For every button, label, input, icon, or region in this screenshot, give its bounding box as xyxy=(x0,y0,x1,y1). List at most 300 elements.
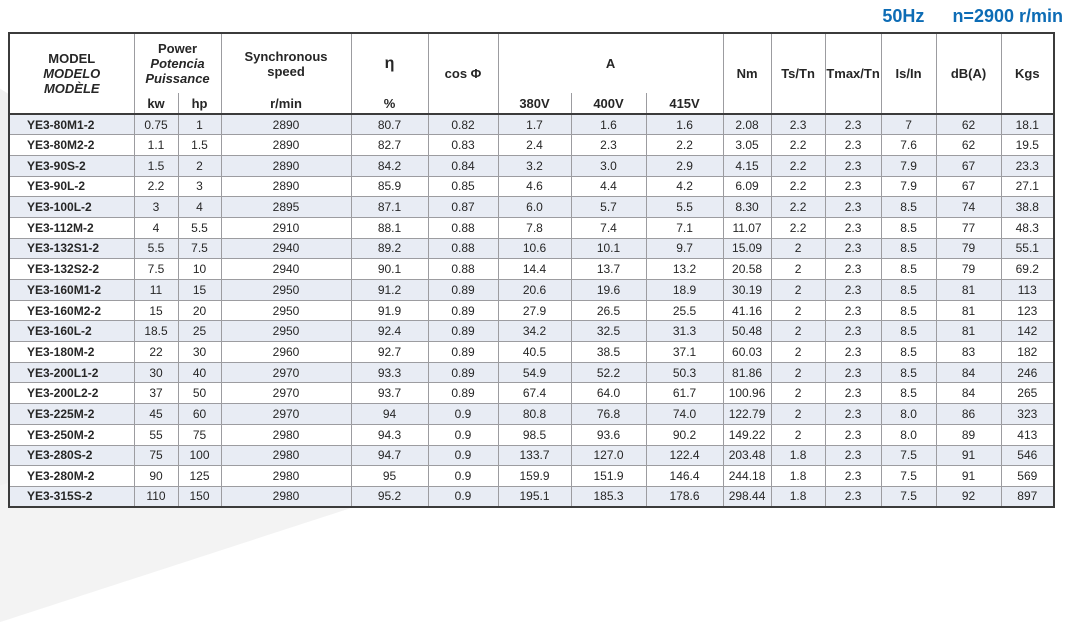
cell-tmax-tn: 2.3 xyxy=(825,176,881,197)
cell-weight-kgs: 123 xyxy=(1001,300,1054,321)
cell-is-in: 8.5 xyxy=(881,383,936,404)
cell-current-380v: 14.4 xyxy=(498,259,571,280)
cell-model: YE3-280S-2 xyxy=(9,445,134,466)
cell-model: YE3-90S-2 xyxy=(9,155,134,176)
cell-model: YE3-160M1-2 xyxy=(9,280,134,301)
cell-torque-nm: 30.19 xyxy=(723,280,771,301)
cell-current-415v: 122.4 xyxy=(646,445,723,466)
power-label-es: Potencia xyxy=(150,56,205,71)
cell-weight-kgs: 113 xyxy=(1001,280,1054,301)
cell-noise-dba: 67 xyxy=(936,176,1001,197)
cell-torque-nm: 11.07 xyxy=(723,217,771,238)
cell-weight-kgs: 897 xyxy=(1001,486,1054,507)
cell-model: YE3-100L-2 xyxy=(9,197,134,218)
cell-is-in: 8.5 xyxy=(881,197,936,218)
cell-model: YE3-225M-2 xyxy=(9,404,134,425)
cell-sync-speed: 2950 xyxy=(221,321,351,342)
cell-torque-nm: 81.86 xyxy=(723,362,771,383)
cell-model: YE3-112M-2 xyxy=(9,217,134,238)
cell-power-kw: 7.5 xyxy=(134,259,178,280)
cell-current-400v: 32.5 xyxy=(571,321,646,342)
cell-power-kw: 5.5 xyxy=(134,238,178,259)
cell-ts-tn: 2.2 xyxy=(771,155,825,176)
subheader-kw: kw xyxy=(134,93,178,114)
cell-noise-dba: 62 xyxy=(936,135,1001,156)
cell-efficiency: 92.7 xyxy=(351,342,428,363)
cell-ts-tn: 2.2 xyxy=(771,197,825,218)
table-row xyxy=(9,259,1054,280)
cell-cos-phi: 0.89 xyxy=(428,362,498,383)
sync-speed-line1: Synchronous xyxy=(244,48,328,64)
cell-current-400v: 4.4 xyxy=(571,176,646,197)
table-row xyxy=(9,445,1054,466)
cell-torque-nm: 20.58 xyxy=(723,259,771,280)
col-header-weight-kgs: Kgs xyxy=(1001,33,1054,114)
cell-sync-speed: 2910 xyxy=(221,217,351,238)
cell-torque-nm: 3.05 xyxy=(723,135,771,156)
cell-is-in: 7 xyxy=(881,114,936,135)
cell-cos-phi: 0.88 xyxy=(428,259,498,280)
power-label-fr: Puissance xyxy=(145,71,210,86)
cell-ts-tn: 2 xyxy=(771,404,825,425)
col-header-sync-speed xyxy=(221,33,351,93)
cell-current-380v: 3.2 xyxy=(498,155,571,176)
cell-weight-kgs: 246 xyxy=(1001,362,1054,383)
col-header-noise-dba: dB(A) xyxy=(936,33,1001,114)
model-label-fr: MODÈLE xyxy=(43,81,100,96)
cell-ts-tn: 2 xyxy=(771,280,825,301)
cell-power-hp: 4 xyxy=(178,197,221,218)
cell-tmax-tn: 2.3 xyxy=(825,321,881,342)
cell-noise-dba: 77 xyxy=(936,217,1001,238)
cell-ts-tn: 2 xyxy=(771,300,825,321)
col-header-cos-phi: cos Φ xyxy=(428,33,498,114)
table-row xyxy=(9,197,1054,218)
cell-tmax-tn: 2.3 xyxy=(825,424,881,445)
cell-sync-speed: 2980 xyxy=(221,486,351,507)
cell-tmax-tn: 2.3 xyxy=(825,280,881,301)
col-header-ts-tn: Ts/Tn xyxy=(771,33,825,114)
cell-sync-speed: 2980 xyxy=(221,424,351,445)
sync-speed-line2: speed xyxy=(267,63,305,79)
cell-current-380v: 4.6 xyxy=(498,176,571,197)
col-header-model xyxy=(9,33,134,114)
cell-power-kw: 75 xyxy=(134,445,178,466)
cell-current-415v: 90.2 xyxy=(646,424,723,445)
cell-model: YE3-315S-2 xyxy=(9,486,134,507)
cell-current-400v: 52.2 xyxy=(571,362,646,383)
cell-model: YE3-280M-2 xyxy=(9,466,134,487)
cell-sync-speed: 2980 xyxy=(221,445,351,466)
cell-power-kw: 55 xyxy=(134,424,178,445)
cell-power-kw: 1.5 xyxy=(134,155,178,176)
cell-torque-nm: 4.15 xyxy=(723,155,771,176)
subheader-hp: hp xyxy=(178,93,221,114)
subheader-r-min: r/min xyxy=(221,93,351,114)
cell-current-380v: 40.5 xyxy=(498,342,571,363)
cell-power-kw: 110 xyxy=(134,486,178,507)
cell-current-380v: 10.6 xyxy=(498,238,571,259)
cell-current-380v: 1.7 xyxy=(498,114,571,135)
cell-ts-tn: 1.8 xyxy=(771,445,825,466)
cell-cos-phi: 0.83 xyxy=(428,135,498,156)
cell-efficiency: 82.7 xyxy=(351,135,428,156)
table-row xyxy=(9,342,1054,363)
cell-sync-speed: 2970 xyxy=(221,383,351,404)
cell-current-415v: 61.7 xyxy=(646,383,723,404)
cell-is-in: 8.5 xyxy=(881,362,936,383)
cell-current-400v: 19.6 xyxy=(571,280,646,301)
table-row xyxy=(9,217,1054,238)
cell-current-380v: 27.9 xyxy=(498,300,571,321)
cell-noise-dba: 81 xyxy=(936,321,1001,342)
cell-cos-phi: 0.9 xyxy=(428,424,498,445)
cell-current-415v: 2.9 xyxy=(646,155,723,176)
cell-efficiency: 84.2 xyxy=(351,155,428,176)
cell-weight-kgs: 546 xyxy=(1001,445,1054,466)
cell-power-hp: 20 xyxy=(178,300,221,321)
table-row xyxy=(9,424,1054,445)
subheader-400v: 400V xyxy=(571,93,646,114)
cell-tmax-tn: 2.3 xyxy=(825,383,881,404)
table-row xyxy=(9,486,1054,507)
cell-is-in: 8.5 xyxy=(881,238,936,259)
cell-power-hp: 75 xyxy=(178,424,221,445)
cell-is-in: 7.5 xyxy=(881,486,936,507)
cell-noise-dba: 89 xyxy=(936,424,1001,445)
cell-ts-tn: 2 xyxy=(771,362,825,383)
cell-efficiency: 93.3 xyxy=(351,362,428,383)
cell-efficiency: 94 xyxy=(351,404,428,425)
cell-ts-tn: 2.2 xyxy=(771,176,825,197)
cell-power-hp: 2 xyxy=(178,155,221,176)
cell-torque-nm: 8.30 xyxy=(723,197,771,218)
cell-power-hp: 3 xyxy=(178,176,221,197)
cell-current-415v: 74.0 xyxy=(646,404,723,425)
table-row xyxy=(9,466,1054,487)
cell-power-kw: 1.1 xyxy=(134,135,178,156)
cell-weight-kgs: 323 xyxy=(1001,404,1054,425)
col-header-efficiency xyxy=(351,33,428,93)
cell-cos-phi: 0.89 xyxy=(428,321,498,342)
cell-cos-phi: 0.9 xyxy=(428,466,498,487)
cell-sync-speed: 2890 xyxy=(221,155,351,176)
table-row xyxy=(9,362,1054,383)
cell-tmax-tn: 2.3 xyxy=(825,445,881,466)
cell-power-hp: 10 xyxy=(178,259,221,280)
cell-torque-nm: 244.18 xyxy=(723,466,771,487)
cell-current-400v: 2.3 xyxy=(571,135,646,156)
cell-power-hp: 60 xyxy=(178,404,221,425)
cell-torque-nm: 50.48 xyxy=(723,321,771,342)
cell-ts-tn: 2 xyxy=(771,383,825,404)
table-row xyxy=(9,176,1054,197)
cell-efficiency: 94.3 xyxy=(351,424,428,445)
cell-current-400v: 93.6 xyxy=(571,424,646,445)
cell-current-400v: 26.5 xyxy=(571,300,646,321)
cell-current-415v: 18.9 xyxy=(646,280,723,301)
cell-efficiency: 91.2 xyxy=(351,280,428,301)
cell-ts-tn: 2 xyxy=(771,424,825,445)
cell-current-380v: 20.6 xyxy=(498,280,571,301)
cell-weight-kgs: 38.8 xyxy=(1001,197,1054,218)
cell-cos-phi: 0.9 xyxy=(428,404,498,425)
cell-tmax-tn: 2.3 xyxy=(825,238,881,259)
cell-tmax-tn: 2.3 xyxy=(825,404,881,425)
cell-torque-nm: 6.09 xyxy=(723,176,771,197)
cell-noise-dba: 67 xyxy=(936,155,1001,176)
cell-current-400v: 13.7 xyxy=(571,259,646,280)
table-row xyxy=(9,300,1054,321)
cell-current-400v: 38.5 xyxy=(571,342,646,363)
cell-current-380v: 2.4 xyxy=(498,135,571,156)
cell-ts-tn: 2 xyxy=(771,238,825,259)
cell-sync-speed: 2890 xyxy=(221,135,351,156)
cell-noise-dba: 81 xyxy=(936,280,1001,301)
subheader-percent: % xyxy=(351,93,428,114)
table-row xyxy=(9,135,1054,156)
cell-current-400v: 5.7 xyxy=(571,197,646,218)
cell-sync-speed: 2890 xyxy=(221,114,351,135)
col-header-power xyxy=(134,33,221,93)
cell-torque-nm: 149.22 xyxy=(723,424,771,445)
subheader-380v: 380V xyxy=(498,93,571,114)
cell-cos-phi: 0.9 xyxy=(428,486,498,507)
cell-current-415v: 7.1 xyxy=(646,217,723,238)
cell-power-hp: 50 xyxy=(178,383,221,404)
cell-torque-nm: 41.16 xyxy=(723,300,771,321)
cell-power-hp: 7.5 xyxy=(178,238,221,259)
cell-is-in: 8.5 xyxy=(881,300,936,321)
cell-efficiency: 87.1 xyxy=(351,197,428,218)
cell-noise-dba: 81 xyxy=(936,300,1001,321)
cell-sync-speed: 2970 xyxy=(221,404,351,425)
cell-noise-dba: 86 xyxy=(936,404,1001,425)
col-header-tmax-tn: Tmax/Tn xyxy=(825,33,881,114)
cell-current-415v: 50.3 xyxy=(646,362,723,383)
cell-ts-tn: 2.3 xyxy=(771,114,825,135)
cell-noise-dba: 92 xyxy=(936,486,1001,507)
cell-weight-kgs: 182 xyxy=(1001,342,1054,363)
cell-current-380v: 6.0 xyxy=(498,197,571,218)
cell-efficiency: 93.7 xyxy=(351,383,428,404)
cell-model: YE3-80M1-2 xyxy=(9,114,134,135)
cell-tmax-tn: 2.3 xyxy=(825,135,881,156)
cell-noise-dba: 84 xyxy=(936,383,1001,404)
cell-weight-kgs: 27.1 xyxy=(1001,176,1054,197)
cell-cos-phi: 0.89 xyxy=(428,280,498,301)
cell-current-400v: 76.8 xyxy=(571,404,646,425)
cell-power-kw: 0.75 xyxy=(134,114,178,135)
cell-power-hp: 25 xyxy=(178,321,221,342)
cell-current-380v: 54.9 xyxy=(498,362,571,383)
cell-current-415v: 4.2 xyxy=(646,176,723,197)
cell-torque-nm: 298.44 xyxy=(723,486,771,507)
motor-spec-table xyxy=(8,32,1055,508)
cell-current-415v: 13.2 xyxy=(646,259,723,280)
cell-current-400v: 7.4 xyxy=(571,217,646,238)
cell-ts-tn: 1.8 xyxy=(771,486,825,507)
cell-model: YE3-132S1-2 xyxy=(9,238,134,259)
cell-torque-nm: 15.09 xyxy=(723,238,771,259)
cell-power-kw: 18.5 xyxy=(134,321,178,342)
cell-weight-kgs: 265 xyxy=(1001,383,1054,404)
cell-efficiency: 95 xyxy=(351,466,428,487)
cell-tmax-tn: 2.3 xyxy=(825,114,881,135)
model-label-es: MODELO xyxy=(43,66,101,81)
cell-is-in: 8.0 xyxy=(881,404,936,425)
cell-torque-nm: 60.03 xyxy=(723,342,771,363)
table-row xyxy=(9,383,1054,404)
cell-power-hp: 15 xyxy=(178,280,221,301)
cell-is-in: 7.5 xyxy=(881,466,936,487)
cell-tmax-tn: 2.3 xyxy=(825,197,881,218)
cell-power-kw: 3 xyxy=(134,197,178,218)
cell-tmax-tn: 2.3 xyxy=(825,217,881,238)
cell-current-400v: 10.1 xyxy=(571,238,646,259)
table-row xyxy=(9,238,1054,259)
cell-efficiency: 88.1 xyxy=(351,217,428,238)
cell-is-in: 7.9 xyxy=(881,176,936,197)
cell-current-400v: 151.9 xyxy=(571,466,646,487)
cell-power-hp: 125 xyxy=(178,466,221,487)
cell-ts-tn: 1.8 xyxy=(771,466,825,487)
cell-is-in: 7.9 xyxy=(881,155,936,176)
cell-current-380v: 159.9 xyxy=(498,466,571,487)
col-header-current: A xyxy=(498,33,723,93)
cell-ts-tn: 2 xyxy=(771,342,825,363)
spec-condition-label xyxy=(882,6,1063,27)
cell-current-380v: 195.1 xyxy=(498,486,571,507)
cell-tmax-tn: 2.3 xyxy=(825,300,881,321)
cell-current-415v: 5.5 xyxy=(646,197,723,218)
cell-noise-dba: 79 xyxy=(936,259,1001,280)
table-row xyxy=(9,114,1054,135)
table-header xyxy=(9,33,1054,114)
cell-cos-phi: 0.82 xyxy=(428,114,498,135)
cell-cos-phi: 0.87 xyxy=(428,197,498,218)
cell-ts-tn: 2.2 xyxy=(771,217,825,238)
cell-tmax-tn: 2.3 xyxy=(825,362,881,383)
cell-weight-kgs: 569 xyxy=(1001,466,1054,487)
cell-noise-dba: 83 xyxy=(936,342,1001,363)
cell-power-kw: 45 xyxy=(134,404,178,425)
cell-weight-kgs: 18.1 xyxy=(1001,114,1054,135)
cell-cos-phi: 0.88 xyxy=(428,238,498,259)
cell-is-in: 8.5 xyxy=(881,321,936,342)
cell-model: YE3-250M-2 xyxy=(9,424,134,445)
cell-is-in: 7.5 xyxy=(881,445,936,466)
cell-current-400v: 1.6 xyxy=(571,114,646,135)
cell-model: YE3-160M2-2 xyxy=(9,300,134,321)
cell-current-380v: 133.7 xyxy=(498,445,571,466)
cell-power-kw: 90 xyxy=(134,466,178,487)
cell-efficiency: 80.7 xyxy=(351,114,428,135)
cell-is-in: 8.5 xyxy=(881,280,936,301)
cell-current-415v: 31.3 xyxy=(646,321,723,342)
cell-power-hp: 100 xyxy=(178,445,221,466)
table-row xyxy=(9,280,1054,301)
cell-power-kw: 11 xyxy=(134,280,178,301)
cell-current-380v: 34.2 xyxy=(498,321,571,342)
col-header-is-in: Is/In xyxy=(881,33,936,114)
cell-efficiency: 95.2 xyxy=(351,486,428,507)
cell-cos-phi: 0.89 xyxy=(428,342,498,363)
efficiency-symbol: η xyxy=(384,54,395,72)
cell-power-kw: 37 xyxy=(134,383,178,404)
cell-power-kw: 30 xyxy=(134,362,178,383)
cell-efficiency: 89.2 xyxy=(351,238,428,259)
cell-weight-kgs: 48.3 xyxy=(1001,217,1054,238)
cell-noise-dba: 91 xyxy=(936,445,1001,466)
cell-noise-dba: 79 xyxy=(936,238,1001,259)
cell-model: YE3-180M-2 xyxy=(9,342,134,363)
cell-model: YE3-200L2-2 xyxy=(9,383,134,404)
cell-power-hp: 1 xyxy=(178,114,221,135)
cell-model: YE3-80M2-2 xyxy=(9,135,134,156)
cell-current-380v: 80.8 xyxy=(498,404,571,425)
cell-model: YE3-160L-2 xyxy=(9,321,134,342)
cell-tmax-tn: 2.3 xyxy=(825,466,881,487)
cell-model: YE3-90L-2 xyxy=(9,176,134,197)
cell-power-hp: 1.5 xyxy=(178,135,221,156)
frequency-label: 50Hz xyxy=(882,6,925,26)
cell-sync-speed: 2980 xyxy=(221,466,351,487)
cell-sync-speed: 2890 xyxy=(221,176,351,197)
cell-efficiency: 85.9 xyxy=(351,176,428,197)
cell-tmax-tn: 2.3 xyxy=(825,342,881,363)
cell-current-415v: 178.6 xyxy=(646,486,723,507)
cell-is-in: 8.5 xyxy=(881,259,936,280)
cell-sync-speed: 2940 xyxy=(221,238,351,259)
cell-is-in: 8.5 xyxy=(881,342,936,363)
cell-torque-nm: 122.79 xyxy=(723,404,771,425)
cell-current-415v: 1.6 xyxy=(646,114,723,135)
cell-tmax-tn: 2.3 xyxy=(825,486,881,507)
cell-torque-nm: 2.08 xyxy=(723,114,771,135)
cell-weight-kgs: 55.1 xyxy=(1001,238,1054,259)
cell-model: YE3-132S2-2 xyxy=(9,259,134,280)
subheader-415v: 415V xyxy=(646,93,723,114)
cell-efficiency: 91.9 xyxy=(351,300,428,321)
cell-is-in: 8.5 xyxy=(881,217,936,238)
cell-power-hp: 40 xyxy=(178,362,221,383)
cell-cos-phi: 0.89 xyxy=(428,300,498,321)
cell-current-415v: 9.7 xyxy=(646,238,723,259)
cell-ts-tn: 2.2 xyxy=(771,135,825,156)
cell-noise-dba: 74 xyxy=(936,197,1001,218)
cell-efficiency: 90.1 xyxy=(351,259,428,280)
cell-tmax-tn: 2.3 xyxy=(825,259,881,280)
cell-noise-dba: 91 xyxy=(936,466,1001,487)
cell-weight-kgs: 142 xyxy=(1001,321,1054,342)
cell-noise-dba: 62 xyxy=(936,114,1001,135)
cell-current-400v: 185.3 xyxy=(571,486,646,507)
table-row xyxy=(9,404,1054,425)
table-row xyxy=(9,155,1054,176)
cell-power-hp: 150 xyxy=(178,486,221,507)
cell-sync-speed: 2950 xyxy=(221,280,351,301)
cell-cos-phi: 0.88 xyxy=(428,217,498,238)
table-row xyxy=(9,321,1054,342)
cell-power-hp: 30 xyxy=(178,342,221,363)
cell-sync-speed: 2895 xyxy=(221,197,351,218)
cell-ts-tn: 2 xyxy=(771,259,825,280)
cell-current-415v: 2.2 xyxy=(646,135,723,156)
cell-weight-kgs: 23.3 xyxy=(1001,155,1054,176)
cell-current-400v: 64.0 xyxy=(571,383,646,404)
cell-weight-kgs: 413 xyxy=(1001,424,1054,445)
